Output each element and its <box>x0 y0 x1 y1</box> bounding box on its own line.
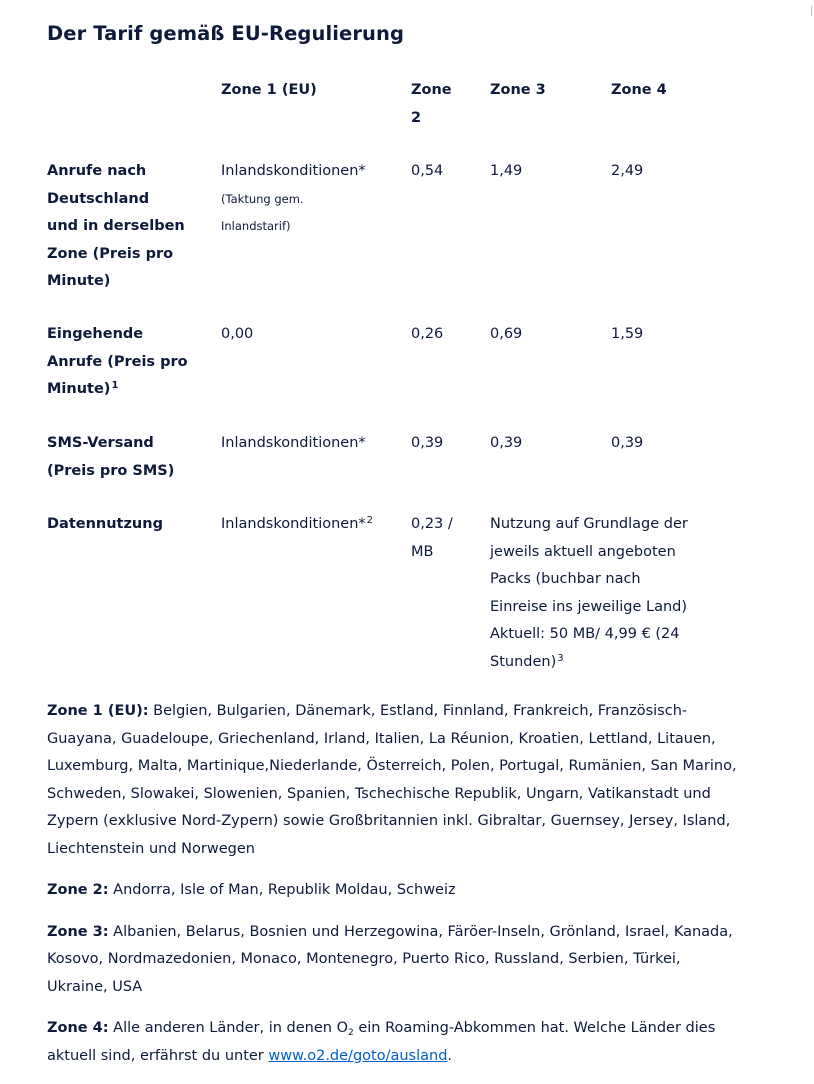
header-zone-2-line1: Zone <box>411 82 452 98</box>
zone-notes <box>47 698 737 1084</box>
header-zone-4: Zone 4 <box>611 82 667 98</box>
note-zone-3-text: Albanien, Belarus, Bosnien und Herzegowina, Färöer-Inseln, Grönland, Israel, Kanada, Kosovo, Nordmazedonien, Monaco, Montenegro, Puerto Rico, Russland, Serbien, Türkei, Ukraine, USA <box>47 923 733 995</box>
header-zone-2-line2: 2 <box>411 109 422 126</box>
row-calls-home-zone1-value: Inlandskonditionen* <box>221 163 366 179</box>
row-data-zone34-line: Aktuell: 50 MB/ 4,99 € (24 <box>490 626 680 642</box>
row-incoming-zone2: 0,26 <box>411 326 444 342</box>
footnote-marker: 1 <box>111 380 119 391</box>
row-calls-home-zone1-note: Inlandstarif) <box>221 219 291 233</box>
row-calls-home-zone3: 1,49 <box>490 163 523 179</box>
note-zone-2-label: Zone 2: <box>47 882 109 898</box>
footnote-marker: 3 <box>557 652 564 664</box>
row-calls-home-zone1 <box>221 158 401 241</box>
row-sms-zone3: 0,39 <box>490 435 523 451</box>
note-zone-2 <box>47 877 737 905</box>
footnote-marker: 2 <box>366 515 374 526</box>
row-incoming-label-line: Eingehende <box>47 326 144 342</box>
note-zone-1-label: Zone 1 (EU): <box>47 703 149 719</box>
row-data-label: Datennutzung <box>47 516 163 532</box>
row-sms-label-line: (Preis pro SMS) <box>47 462 175 479</box>
row-data-zone2 <box>411 511 475 566</box>
row-calls-home-label-line: Minute) <box>47 273 111 289</box>
page-title: Der Tarif gemäß EU-Regulierung <box>47 22 405 45</box>
row-data-zone34-line: Einreise ins jeweilige Land) <box>490 598 688 615</box>
row-sms-zone2: 0,39 <box>411 435 444 451</box>
note-zone-2-text: Andorra, Isle of Man, Republik Moldau, Schweiz <box>108 882 456 898</box>
row-calls-home-label-line: Zone (Preis pro <box>47 245 174 262</box>
header-zone-2 <box>411 77 475 132</box>
row-incoming-label <box>47 321 207 404</box>
edge-marker <box>811 6 812 16</box>
note-zone-1 <box>47 698 737 863</box>
note-zone-3-label: Zone 3: <box>47 923 109 940</box>
row-incoming-zone4: 1,59 <box>611 326 644 342</box>
row-data-zone2-line: 0,23 / <box>411 516 453 532</box>
row-sms-label-line: SMS-Versand <box>47 435 154 451</box>
row-data-zone34-line: Packs (buchbar nach <box>490 571 641 587</box>
row-sms-label <box>47 430 207 485</box>
row-calls-home-label-line: und in derselben <box>47 218 185 234</box>
row-data-zone1-value: Inlandskonditionen* <box>221 516 366 532</box>
row-data-zone34-line: Stunden) <box>490 653 557 670</box>
row-incoming-zone1: 0,00 <box>221 326 254 342</box>
row-calls-home-label <box>47 158 207 296</box>
row-incoming-label-line: Anrufe (Preis pro <box>47 353 188 370</box>
row-data-zone2-line: MB <box>411 543 434 560</box>
note-zone-3 <box>47 919 737 1002</box>
header-zone-1: Zone 1 (EU) <box>221 82 317 98</box>
row-sms-zone1: Inlandskonditionen* <box>221 435 366 451</box>
note-zone-4 <box>47 1015 737 1070</box>
ausland-link[interactable]: www.o2.de/goto/ausland <box>268 1047 448 1064</box>
note-zone-4-text: ein Roaming-Abkommen hat. Welche Länder dies aktuell sind, erfährst du unter <box>47 1020 716 1064</box>
row-incoming-zone3: 0,69 <box>490 326 523 342</box>
note-zone-4-text: Alle anderen Länder, in denen O <box>108 1020 348 1036</box>
row-sms-zone4: 0,39 <box>611 435 644 451</box>
row-calls-home-zone4: 2,49 <box>611 163 644 179</box>
row-calls-home-label-line: Deutschland <box>47 190 150 207</box>
row-calls-home-label-line: Anrufe nach <box>47 163 147 179</box>
row-data-zone34 <box>490 511 710 676</box>
row-incoming-label-line: Minute) <box>47 381 111 397</box>
row-data-zone34-line: jeweils aktuell angeboten <box>490 543 676 560</box>
note-zone-4-subscript: 2 <box>348 1028 354 1038</box>
row-data-zone34-line: Nutzung auf Grundlage der <box>490 516 688 532</box>
row-data-zone1 <box>221 511 401 539</box>
note-zone-4-text-end: . <box>447 1047 453 1064</box>
note-zone-4-label: Zone 4: <box>47 1020 109 1036</box>
row-calls-home-zone1-note: (Taktung gem. <box>221 191 304 206</box>
header-zone-3: Zone 3 <box>490 82 546 98</box>
note-zone-1-text: Belgien, Bulgarien, Dänemark, Estland, Finnland, Frankreich, Französisch-Guayana, Guadeloupe, Griechenland, Irland, Italien, La Réunion, Kroatien, Lettland, Litauen, Luxemburg, Malta, Martinique,Niederlande, Österreich, Polen, Portugal, Rumänien, San Marino, Schweden, Slowakei, Slowenien, Spanien, Tschechische Republik, Ungarn, Vatikanstadt und Zypern (exklusive Nord-Zypern) sowie Großbritannien inkl. Gibraltar, Guernsey, Jersey, Island, Liechtenstein und Norwegen <box>47 703 737 857</box>
row-calls-home-zone2: 0,54 <box>411 163 444 179</box>
